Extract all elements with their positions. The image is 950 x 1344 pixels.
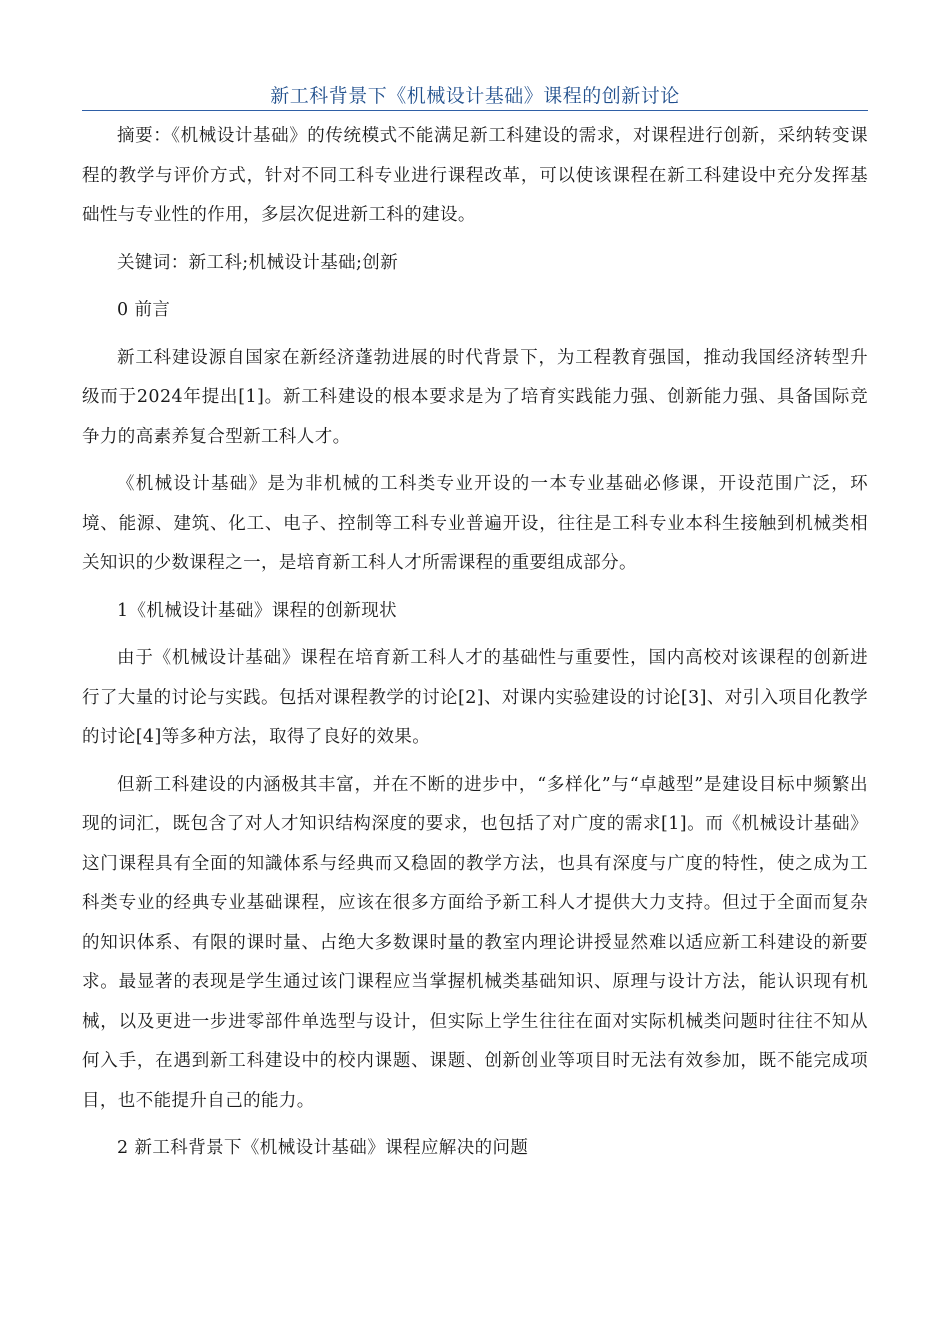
spacer xyxy=(82,331,868,339)
spacer xyxy=(82,1121,868,1129)
section-1-heading: 1《机械设计基础》课程的创新现状 xyxy=(117,600,398,621)
section-2-heading: 2 新工科背景下《机械设计基础》课程应解决的问题 xyxy=(117,1138,529,1158)
spacer xyxy=(82,457,868,465)
spacer xyxy=(82,283,868,291)
document-page xyxy=(82,0,868,1169)
abstract-paragraph: 摘要：《机械设计基础》的传统模式不能满足新工科建设的需求，对课程进行创新，采纳转变课程的教学与评价方式，针对不同工科专业进行课程改革，可以使该课程在新工科建设中充分发挥基础性与专业性的作用，多层次促进新工科的建设。 xyxy=(82,126,868,225)
spacer xyxy=(82,631,868,639)
keywords-paragraph: 关键词：新工科;机械设计基础;创新 xyxy=(117,252,399,273)
spacer xyxy=(82,758,868,766)
title-divider xyxy=(82,110,868,111)
section-0-paragraph-2: 《机械设计基础》是为非机械的工科类专业开设的一本专业基础必修课，开设范围广泛，环境、能源、建筑、化工、电子、控制等工科专业普遍开设，往往是工科专业本科生接触到机械类相关知识的少数课程之一，是培育新工科人才所需课程的重要组成部分。 xyxy=(82,474,868,573)
document-title: 新工科背景下《机械设计基础》课程的创新讨论 xyxy=(270,85,680,107)
section-1-paragraph-2: 但新工科建设的内涵极其丰富，并在不断的进步中，“多样化”与“卓越型”是建设目标中频繁出现的词汇，既包含了对人才知识结构深度的要求，也包括了对广度的需求[1]。而《机械设计基础》这门课程具有全面的知識体系与经典而又稳固的教学方法，也具有深度与广度的特性，使之成为工科类专业的经典专业基础课程，应该在很多方面给予新工科人才提供大力支持。但过于全面而复杂的知识体系、有限的课时量、占绝大多数课时量的教室内理论讲授显然难以适应新工科建设的新要求。最显著的表现是学生通过该门课程应当掌握机械类基础知识、原理与设计方法，能认识现有机械，以及更进一步进零部件单选型与设计，但实际上学生往往在面对实际机械类问题时往往不知从何入手，在遇到新工科建设中的校内课题、课题、创新创业等项目时无法有效参加，既不能完成项目，也不能提升自己的能力。 xyxy=(82,774,868,1111)
section-0-heading: 0 前言 xyxy=(117,300,171,320)
section-1-paragraph-1: 由于《机械设计基础》课程在培育新工科人才的基础性与重要性，国内高校对该课程的创新进行了大量的讨论与实践。包括对课程教学的讨论[2]、对课内实验建设的讨论[3]、对引入项目化教学的讨论[4]等多种方法，取得了良好的效果。 xyxy=(82,648,868,747)
section-0-paragraph-1: 新工科建设源自国家在新经济蓬勃进展的时代背景下，为工程教育强国，推动我国经济转型升级而于2024年提出[1]。新工科建设的根本要求是为了培育实践能力强、创新能力强、具备国际竞争力的高素养复合型新工科人才。 xyxy=(82,347,868,447)
spacer xyxy=(82,236,868,244)
spacer xyxy=(82,584,868,592)
